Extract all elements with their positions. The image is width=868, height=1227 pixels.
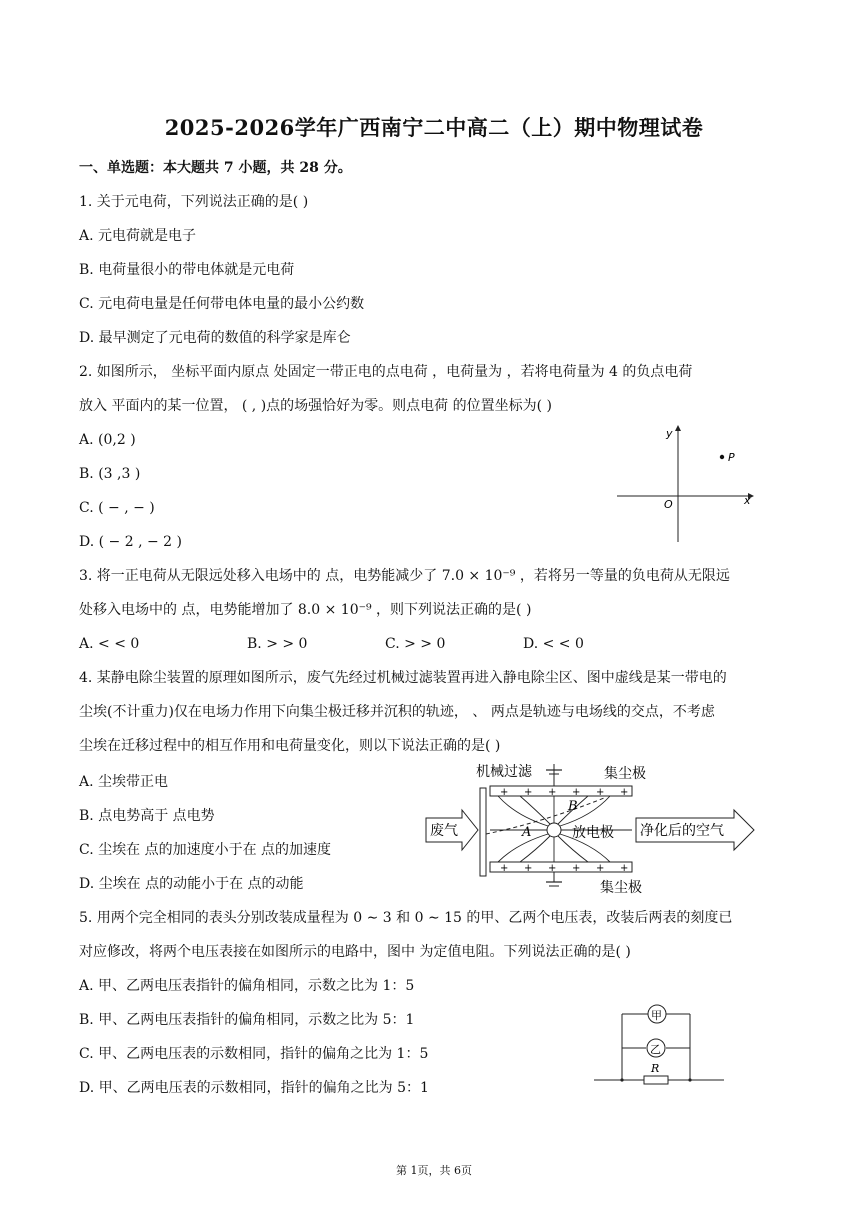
page-title: 2025-2026学年广西南宁二中高二（上）期中物理试卷 xyxy=(164,115,704,140)
question-5-option-b: B. 甲、乙两电压表指针的偏角相同，示数之比为 5：1 xyxy=(79,1012,415,1028)
question-1-option-d: D. 最早测定了元电荷的数值的科学家是库仑 xyxy=(79,330,351,346)
svg-text:+: + xyxy=(548,787,557,798)
question-3-stem-line1: 3. 将一正电荷从无限远处移入电场中的 点，电势能减少了 7.0 × 10⁻⁹ ，若将另一等量的负电荷从无限远 xyxy=(79,568,730,584)
question-2-option-a: A. (0,2 ) xyxy=(79,432,136,448)
x-axis-label: x xyxy=(744,494,751,507)
point-b-label: B xyxy=(568,799,578,814)
question-5-stem-line1: 5. 用两个完全相同的表头分别改装成量程为 0 ∼ 3 和 0 ∼ 15 的甲、乙两个电压表，改装后两表的刻度已 xyxy=(79,910,733,926)
svg-text:+: + xyxy=(500,863,509,874)
voltmeter-jia-label: 甲 xyxy=(651,1009,662,1022)
svg-text:+: + xyxy=(620,787,629,798)
question-4-option-d: D. 尘埃在 点的动能小于在 点的动能 xyxy=(79,876,304,892)
question-2-option-b: B. (3 ,3 ) xyxy=(79,466,141,482)
question-3-option-c: C. > > 0 xyxy=(385,636,446,652)
discharge-label: 放电极 xyxy=(572,825,614,841)
question-5-option-d: D. 甲、乙两电压表的示数相同，指针的偏角之比为 5：1 xyxy=(79,1080,429,1096)
svg-text:+: + xyxy=(548,863,557,874)
collector-bottom-label: 集尘极 xyxy=(600,880,642,896)
question-2-stem-line1: 2. 如图所示， 坐标平面内原点 处固定一带正电的点电荷 ，电荷量为 ，若将电荷量为 4 的负点电荷 xyxy=(79,364,693,380)
question-4-option-a: A. 尘埃带正电 xyxy=(79,774,169,790)
question-4-option-b: B. 点电势高于 点电势 xyxy=(79,808,215,824)
question-2-stem-line2: 放入 平面内的某一位置， ( , )点的场强恰好为零。则点电荷 的位置坐标为( ) xyxy=(79,398,552,414)
page-footer: 第 1页，共 6页 xyxy=(396,1164,472,1177)
question-5-option-a: A. 甲、乙两电压表指针的偏角相同，示数之比为 1：5 xyxy=(79,978,415,994)
svg-text:+: + xyxy=(620,863,629,874)
collector-top-label: 集尘极 xyxy=(604,766,646,782)
resistor xyxy=(644,1076,668,1084)
question-3-option-d: D. < < 0 xyxy=(523,636,584,652)
question-4-option-c: C. 尘埃在 点的加速度小于在 点的加速度 xyxy=(79,842,332,858)
question-5-option-c: C. 甲、乙两电压表的示数相同，指针的偏角之比为 1：5 xyxy=(79,1046,429,1062)
svg-text:+: + xyxy=(524,787,533,798)
question-2-option-d: D. ( − 2 , − 2 ) xyxy=(79,534,182,550)
question-3-option-a: A. < < 0 xyxy=(79,636,140,652)
clean-air-label: 净化后的空气 xyxy=(640,823,724,839)
filter-label: 机械过滤 xyxy=(476,764,532,780)
y-axis-label: y xyxy=(666,427,673,440)
question-4-stem-line1: 4. 某静电除尘装置的原理如图所示，废气先经过机械过滤装置再进入静电除尘区、图中虚线是某一带电的 xyxy=(79,670,727,686)
svg-text:+: + xyxy=(596,863,605,874)
svg-text:+: + xyxy=(572,787,581,798)
question-3-option-b: B. > > 0 xyxy=(247,636,308,652)
point-a-label: A xyxy=(522,825,532,840)
point-p-label: P xyxy=(728,451,735,464)
coordinate-figure xyxy=(612,422,757,546)
question-1-option-b: B. 电荷量很小的带电体就是元电荷 xyxy=(79,262,295,278)
resistor-label: R xyxy=(651,1062,660,1075)
section-heading: 一、单选题：本大题共 7 小题，共 28 分。 xyxy=(79,160,352,176)
exhaust-label: 废气 xyxy=(430,823,458,839)
question-1-stem: 1. 关于元电荷，下列说法正确的是( ) xyxy=(79,194,309,210)
discharge-electrode xyxy=(547,823,561,837)
question-4-stem-line2: 尘埃(不计重力)仅在电场力作用下向集尘极迁移并沉积的轨迹， 、 两点是轨迹与电场线的交点，不考虑 xyxy=(79,704,715,720)
question-3-stem-line2: 处移入电场中的 点，电势能增加了 8.0 × 10⁻⁹ ，则下列说法正确的是( ) xyxy=(79,602,532,618)
question-4-stem-line3: 尘埃在迁移过程中的相互作用和电荷量变化，则以下说法正确的是( ) xyxy=(79,738,501,754)
voltmeter-yi-label: 乙 xyxy=(650,1043,661,1056)
svg-text:+: + xyxy=(572,863,581,874)
svg-text:+: + xyxy=(500,787,509,798)
question-1-option-a: A. 元电荷就是电子 xyxy=(79,228,197,244)
circuit-figure xyxy=(592,1000,726,1086)
electrostatic-precipitator-figure xyxy=(424,760,760,900)
origin-label: O xyxy=(664,498,673,511)
question-1-option-c: C. 元电荷电量是任何带电体电量的最小公约数 xyxy=(79,296,365,312)
question-2-option-c: C. ( − , − ) xyxy=(79,500,155,516)
question-3-options xyxy=(79,634,584,654)
svg-text:+: + xyxy=(524,863,533,874)
point-p xyxy=(720,455,724,459)
svg-text:+: + xyxy=(596,787,605,798)
question-5-stem-line2: 对应修改，将两个电压表接在如图所示的电路中，图中 为定值电阻。下列说法正确的是( ) xyxy=(79,944,631,960)
